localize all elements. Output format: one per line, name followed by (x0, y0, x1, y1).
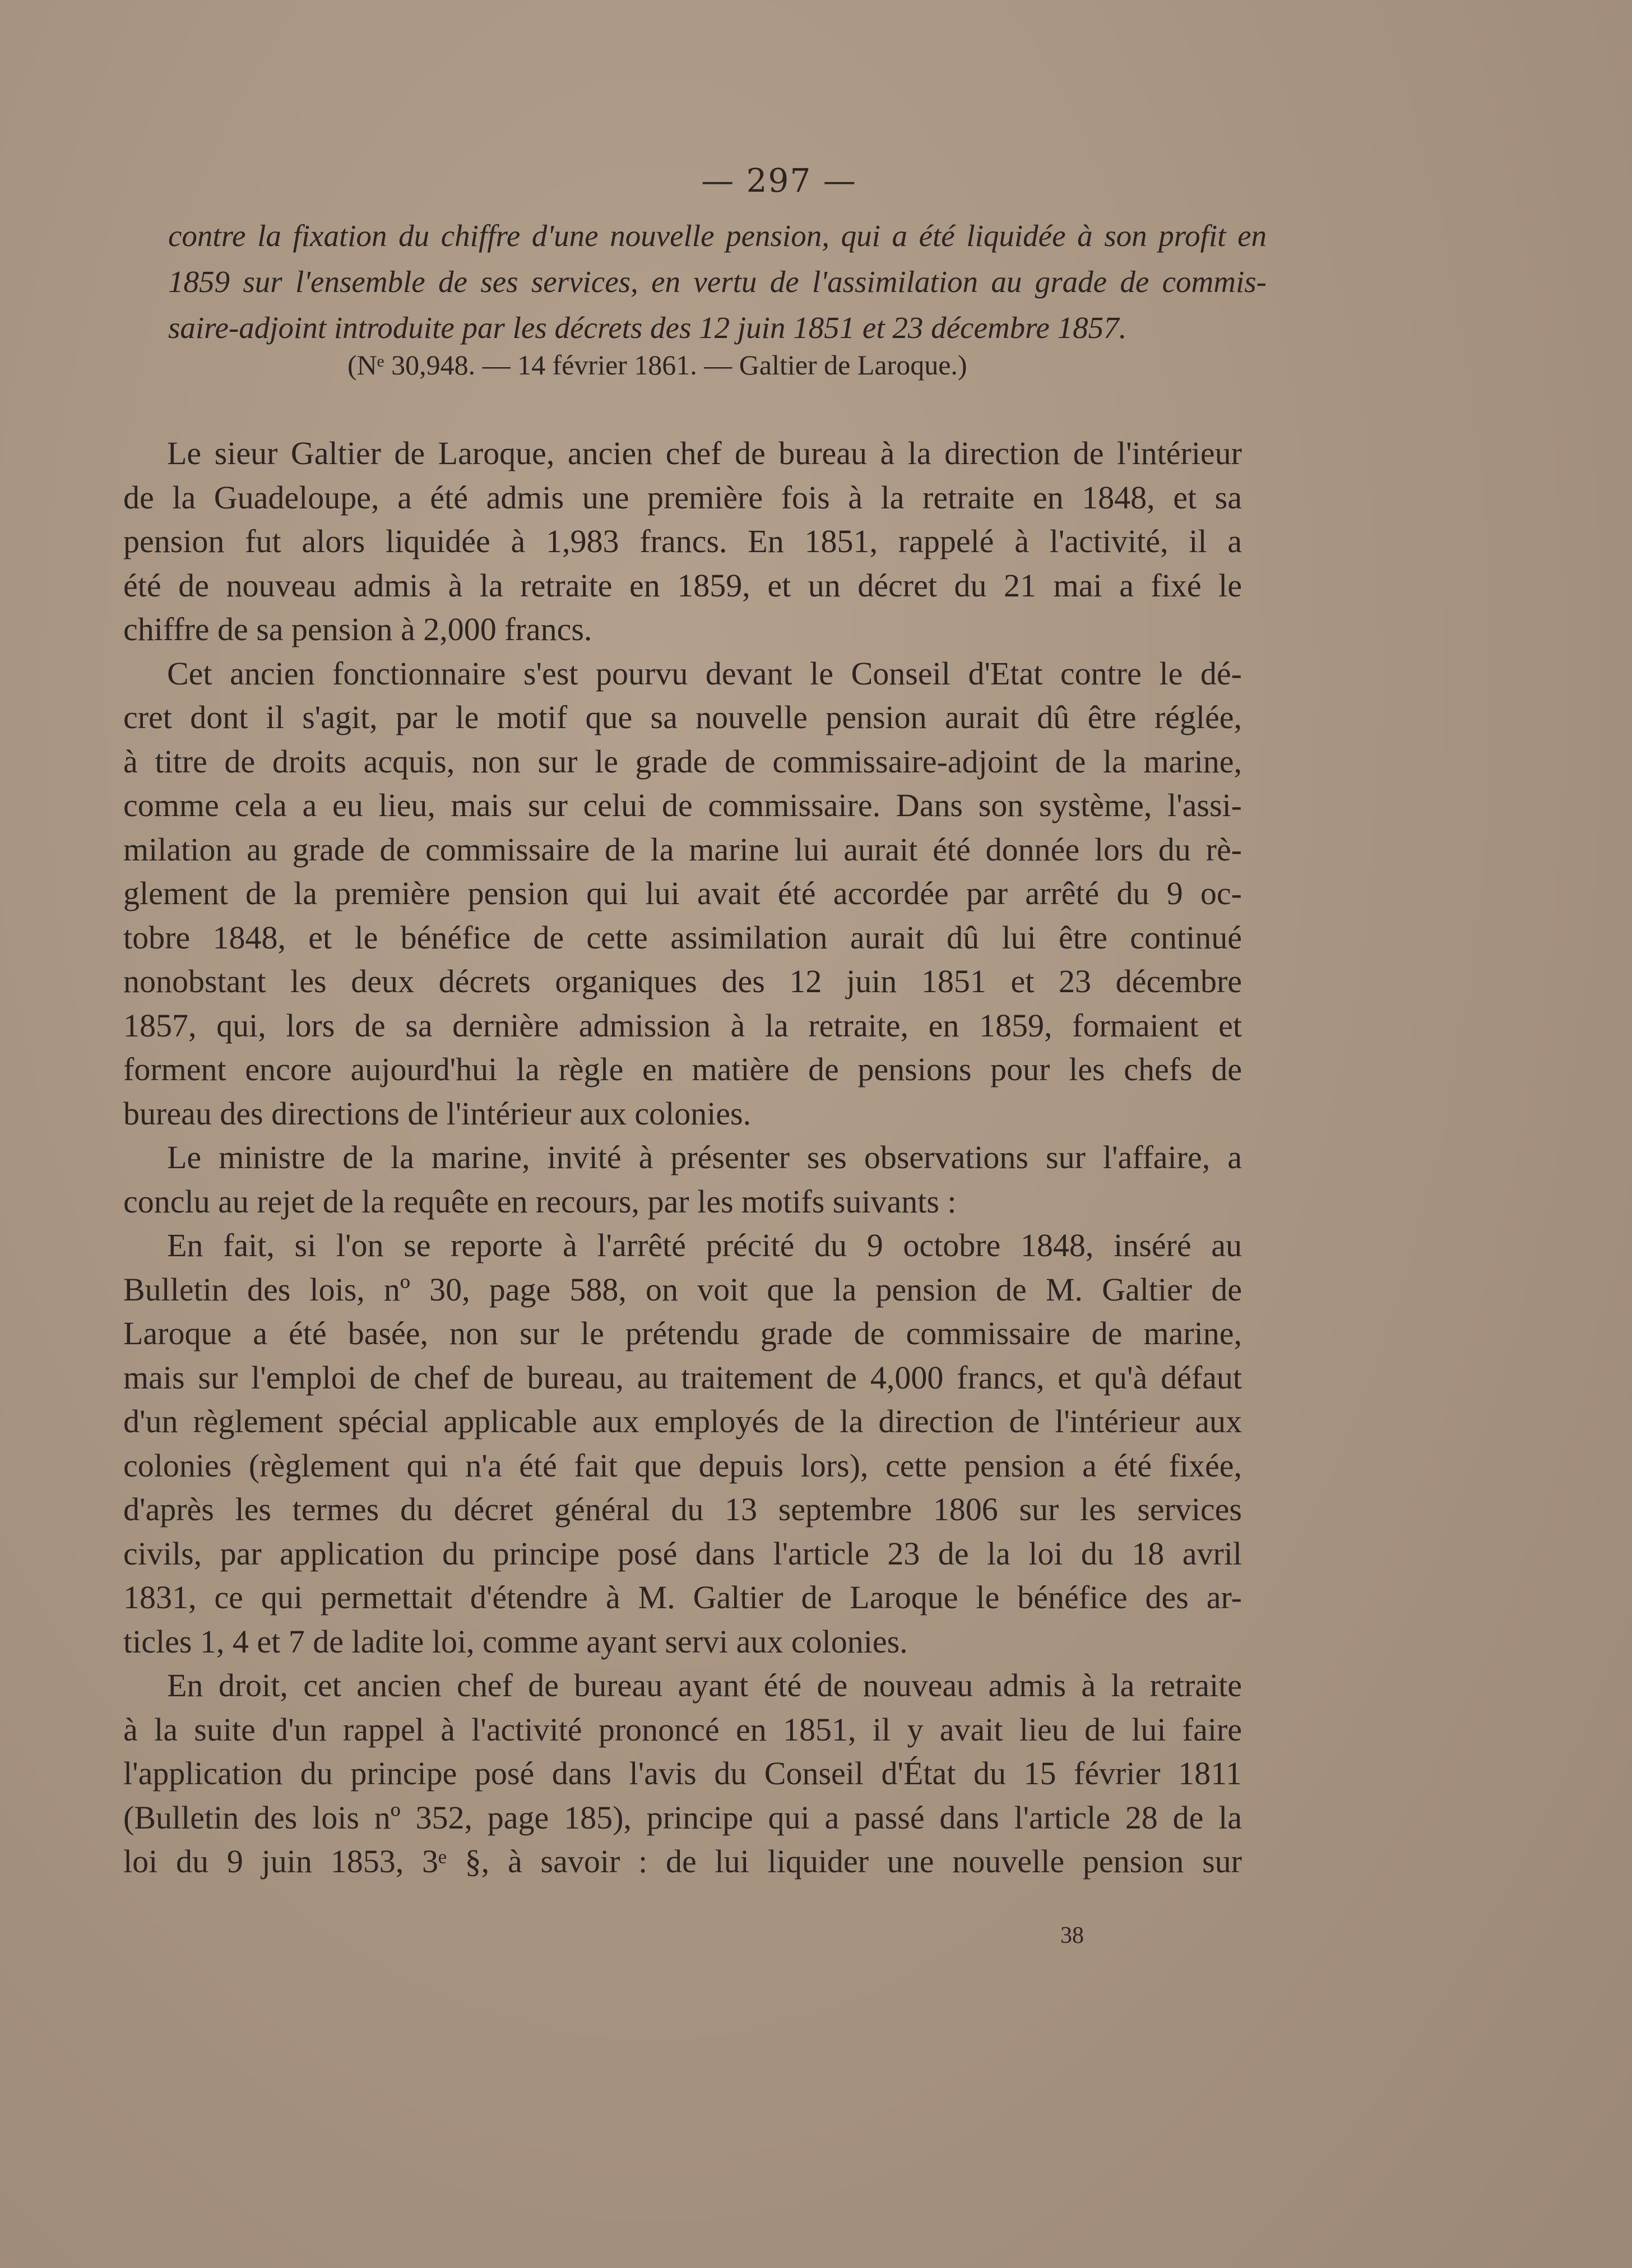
body-line: En fait, si l'on se reporte à l'arrêté précité du 9 octobre 1848, inséré au (167, 1227, 1242, 1263)
body-line: à titre de droits acquis, non sur le grade de commissaire-adjoint de la marine, (123, 743, 1242, 780)
body-line: En droit, cet ancien chef de bureau ayant été de nouveau admis à la retraite (167, 1667, 1242, 1704)
body-line: mais sur l'emploi de chef de bureau, au traitement de 4,000 francs, et qu'à défaut (123, 1359, 1242, 1396)
body-line: nonobstant les deux décrets organiques des 12 juin 1851 et 23 décembre (123, 963, 1242, 999)
summary-line: contre la fixation du chiffre d'une nouvelle pension, qui a été liquidée à son profit en (168, 219, 1267, 253)
body-line: conclu au rejet de la requête en recours, par les motifs suivants : (123, 1183, 957, 1220)
body-line: civils, par application du principe posé dans l'article 23 de la loi du 18 avril (123, 1535, 1242, 1572)
body-line: Cet ancien fonctionnaire s'est pourvu devant le Conseil d'Etat contre le dé- (167, 655, 1242, 692)
summary-line: saire-adjoint introduite par les décrets des 12 juin 1851 et 23 décembre 1857. (168, 311, 1127, 345)
body-line: été de nouveau admis à la retraite en 1859, et un décret du 21 mai a fixé le (123, 567, 1242, 604)
body-line: 1831, ce qui permettait d'étendre à M. Galtier de Laroque le bénéfice des ar- (123, 1579, 1242, 1616)
body-line: à la suite d'un rappel à l'activité prononcé en 1851, il y avait lieu de lui faire (123, 1711, 1242, 1748)
signature-mark: 38 (1060, 1923, 1084, 1948)
body-line: loi du 9 juin 1853, 3ᵉ §, à savoir : de lui liquider une nouvelle pension sur (123, 1843, 1242, 1880)
body-line: 1857, qui, lors de sa dernière admission à la retraite, en 1859, formaient et (123, 1007, 1242, 1044)
body-line: tobre 1848, et le bénéfice de cette assimilation aurait dû lui être continué (123, 919, 1242, 956)
body-line: Le ministre de la marine, invité à présenter ses observations sur l'affaire, a (167, 1139, 1242, 1175)
case-summary (168, 213, 1267, 351)
body-line: chiffre de sa pension à 2,000 francs. (123, 611, 592, 647)
body-line: (Bulletin des lois nº 352, page 185), principe qui a passé dans l'article 28 de la (123, 1799, 1242, 1836)
body-line: pension fut alors liquidée à 1,983 francs. En 1851, rappelé à l'activité, il a (123, 523, 1242, 559)
case-reference: (Nᵉ 30,948. — 14 février 1861. — Galtier de Laroque.) (347, 349, 967, 381)
summary-line: 1859 sur l'ensemble de ses services, en vertu de l'assimilation au grade de commis- (168, 265, 1267, 299)
body-line: bureau des directions de l'intérieur aux colonies. (123, 1095, 752, 1132)
body-line: ticles 1, 4 et 7 de ladite loi, comme ayant servi aux colonies. (123, 1623, 908, 1660)
body-line: comme cela a eu lieu, mais sur celui de commissaire. Dans son système, l'assi- (123, 787, 1242, 823)
body-line: d'un règlement spécial applicable aux employés de la direction de l'intérieur aux (123, 1403, 1242, 1440)
body-line: d'après les termes du décret général du 13 septembre 1806 sur les services (123, 1491, 1242, 1528)
body-line: colonies (règlement qui n'a été fait que depuis lors), cette pension a été fixée, (123, 1447, 1242, 1484)
page-number: — 297 — (701, 161, 857, 200)
body-line: cret dont il s'agit, par le motif que sa nouvelle pension aurait dû être réglée, (123, 699, 1242, 735)
body-line: Le sieur Galtier de Laroque, ancien chef de bureau à la direction de l'intérieur (167, 435, 1242, 471)
body-text (123, 432, 1242, 1884)
body-line: l'application du principe posé dans l'avis du Conseil d'État du 15 février 1811 (123, 1755, 1242, 1792)
body-line: Laroque a été basée, non sur le prétendu grade de commissaire de marine, (123, 1315, 1242, 1351)
body-line: glement de la première pension qui lui avait été accordée par arrêté du 9 oc- (123, 875, 1242, 911)
body-line: milation au grade de commissaire de la marine lui aurait été donnée lors du rè- (123, 831, 1242, 868)
body-line: Bulletin des lois, nº 30, page 588, on voit que la pension de M. Galtier de (123, 1271, 1242, 1308)
body-line: forment encore aujourd'hui la règle en matière de pensions pour les chefs de (123, 1051, 1242, 1087)
body-line: de la Guadeloupe, a été admis une première fois à la retraite en 1848, et sa (123, 479, 1242, 516)
